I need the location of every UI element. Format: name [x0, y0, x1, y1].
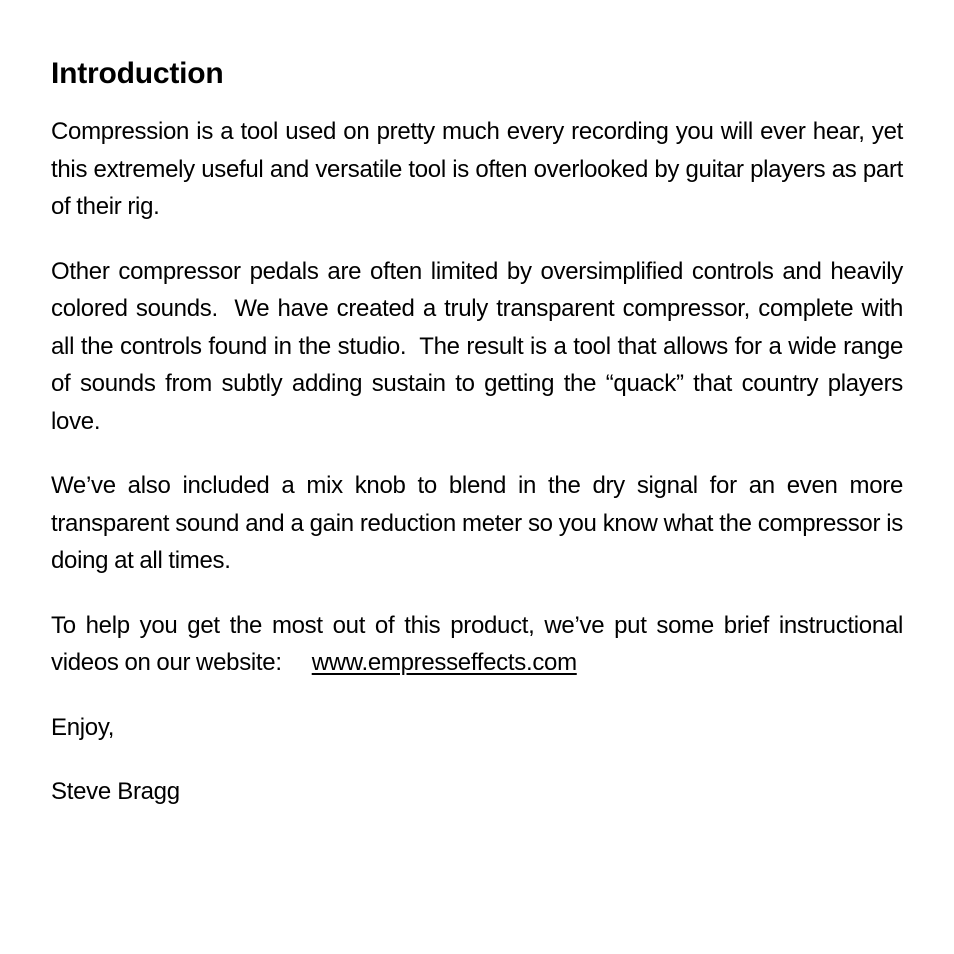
- website-link[interactable]: www.empresseffects.com: [311, 649, 577, 676]
- paragraph-website: [51, 607, 909, 682]
- document-page: [51, 52, 909, 838]
- signature: Steve Bragg: [51, 778, 180, 805]
- section-heading: Introduction: [51, 57, 224, 90]
- website-text: To help you get the most out of this product, we’ve put some brief instructional videos on our website:: [51, 611, 909, 676]
- paragraph-compressor-features: Other compressor pedals are often limited by oversimplified controls and heavily colored sounds. We have created a truly transparent compressor, complete with all the controls found in the studio. The result is a tool that allows for a wide range of sounds from subtly adding sustain to getting the “quack” that country players love.: [51, 257, 909, 435]
- closing-line: Enjoy,: [51, 713, 115, 741]
- paragraph-mix-knob: We’ve also included a mix knob to blend in the dry signal for an even more transparent sound and a gain reduction meter so you know what the compressor is doing at all times.: [51, 472, 909, 574]
- paragraph-intro: Compression is a tool used on pretty much every recording you will ever hear, yet this extremely useful and versatile tool is often overlooked by guitar players as part of their rig.: [51, 118, 909, 220]
